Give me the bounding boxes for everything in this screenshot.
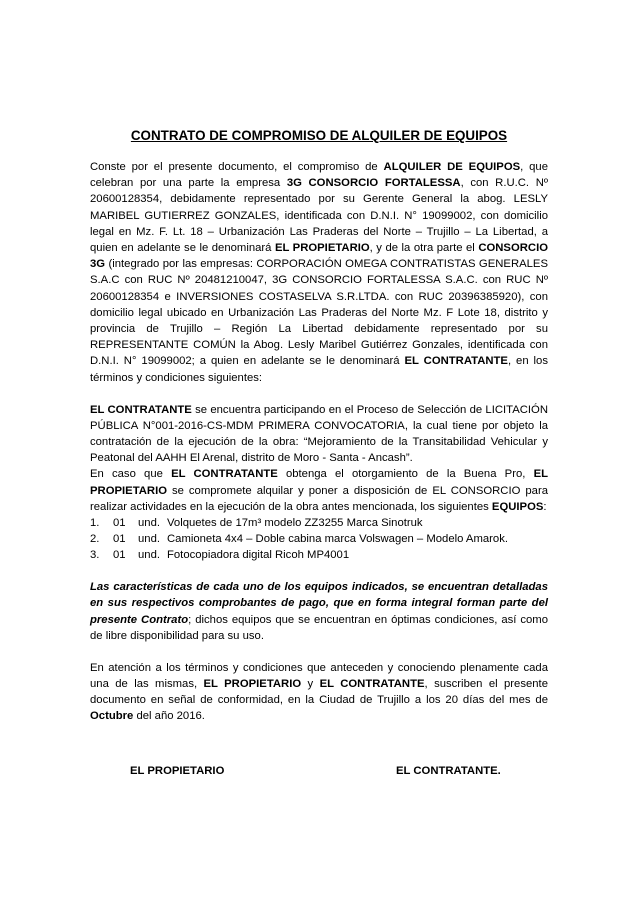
list-item <box>90 531 548 547</box>
list-item <box>90 515 548 531</box>
bold-text: EL CONTRATANTE <box>171 468 278 481</box>
item-description: Volquetes de 17m³ modelo ZZ3255 Marca Sinotruk <box>167 516 423 529</box>
bold-text: EL CONTRATANTE <box>90 403 192 416</box>
bold-text: EL PROPIETARIO <box>203 677 302 690</box>
document-body <box>90 159 548 725</box>
item-unit: und. <box>138 516 160 529</box>
bold-text: EL CONTRATANTE <box>404 355 508 368</box>
paragraph-tender <box>90 402 548 467</box>
paragraph-parties <box>90 159 548 386</box>
item-number: 2. <box>90 533 100 546</box>
item-number: 3. <box>90 549 100 562</box>
text: , que celebran por una parte la empresa <box>90 161 548 190</box>
text: En atención a los términos y condiciones que anteceden y conociendo plenamente cada una de las mismas, <box>90 661 548 690</box>
text: obtenga el otorgamiento de la Buena Pro, <box>277 468 534 481</box>
bold-text: Octubre <box>90 710 134 723</box>
bold-italic-text: Las características de cada uno de los equipos indicados, se encuentran detalladas en sus respectivos comprobantes de pago, que en forma integral forman parte del presente Contrato <box>90 581 548 626</box>
item-description: Camioneta 4x4 – Doble cabina marca Volswagen – Modelo Amarok. <box>167 533 508 546</box>
text: (integrado por las empresas: CORPORACIÓN OMEGA CONTRATISTAS GENERALES S.A.C con RUC Nº 20481210047, 3G CONSORCIO FORTALESSA S.A.C. con RUC Nº 20600128354 e INVERSIONES COSTASELVA S.R.LTDA. con RUC 20396385920), con domicilio legal ubicado en Urbanización Las Praderas del Norte Mz. F Lote 18, distrito y provincia de Trujillo – Región La Libertad debidamente representado por su REPRESENTANTE COMÚN la Abog. Lesly Maribel Gutiérrez Gonzales, identificada con D.N.I. N° 19099002; a quien en adelante se le denominará <box>90 258 548 368</box>
item-unit: und. <box>138 533 160 546</box>
bold-text: EL CONTRATANTE <box>319 677 425 690</box>
bold-text: ALQUILER DE EQUIPOS <box>383 161 521 173</box>
item-quantity: 01 <box>113 549 126 562</box>
document-title: CONTRATO DE COMPROMISO DE ALQUILER DE EQUIPOS <box>130 128 508 143</box>
paragraph-commitment <box>90 466 548 515</box>
item-quantity: 01 <box>113 516 126 529</box>
item-description: Fotocopiadora digital Ricoh MP4001 <box>167 549 350 562</box>
list-item <box>90 547 548 563</box>
text: , y de la otra parte el <box>369 242 479 255</box>
bold-text: CONSORCIO 3G <box>90 242 548 271</box>
text: : <box>543 500 547 513</box>
text: En caso que <box>90 468 172 481</box>
item-unit: und. <box>138 549 160 562</box>
text: y <box>301 677 320 690</box>
signature-contractor: EL CONTRATANTE. <box>396 765 501 777</box>
signature-owner: EL PROPIETARIO <box>130 765 225 777</box>
paragraph-closing <box>90 660 548 725</box>
item-number: 1. <box>90 516 100 529</box>
text: ; dichos equipos que se encuentran en óptimas condiciones, así como de libre disponibilidad para su uso. <box>90 613 548 642</box>
equipment-list <box>90 515 548 564</box>
text: se encuentra participando en el Proceso de Selección de LICITACIÓN PÚBLICA N°001-2016-CS-MDM PRIMERA CONVOCATORIA, la cual tiene por objeto la contratación de la ejecución de la obra: “Mejoramiento de la Transitabilidad Vehicular y Peatonal del AAHH El Arenal, distrito de Moro - Santa - Ancash”. <box>90 403 548 465</box>
bold-text: EL PROPIETARIO <box>274 242 370 255</box>
text: , suscriben el presente documento en señal de conformidad, en la Ciudad de Trujillo a los 20 días del mes de <box>90 677 548 707</box>
item-quantity: 01 <box>113 533 126 546</box>
bold-text: 3G CONSORCIO FORTALESSA <box>286 177 461 190</box>
bold-text: EQUIPOS <box>491 500 544 513</box>
text: Conste por el presente documento, el compromiso de <box>90 161 384 173</box>
paragraph-characteristics <box>90 579 548 644</box>
text: se compromete alquilar y poner a disposición de EL CONSORCIO para realizar actividades en la ejecución de la obra antes mencionada, los siguientes <box>90 484 548 513</box>
bold-text: EL PROPIETARIO <box>90 468 548 497</box>
text: del año 2016. <box>133 710 205 723</box>
text: , con R.U.C. Nº 20600128354, debidamente representado por su Gerente General la abog. LESLY MARIBEL GUTIERREZ GONZALES, identificada con D.N.I. N° 19099002, con domicilio legal en Mz. F. Lt. 18 – Urbanización Las Praderas del Norte – Trujillo – La Libertad, a quien en adelante se le denominará <box>90 177 548 255</box>
text: , en los términos y condiciones siguientes: <box>90 355 548 384</box>
